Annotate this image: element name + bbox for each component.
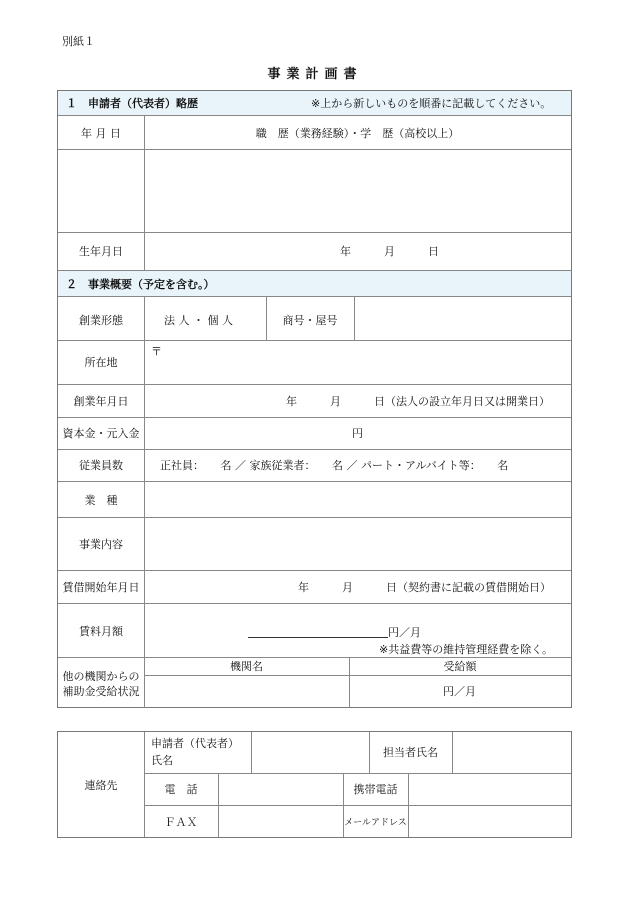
mobile-field[interactable] [409,774,571,805]
birth-date-field[interactable]: 年 月 日 [340,245,439,258]
industry-label: 業 種 [84,494,118,507]
applicant-label-line-1: 申請者（代表者） [151,737,239,750]
lease-start-field[interactable]: 年 月 日（契約書に記載の賃借開始日） [298,581,551,594]
person-in-charge-field[interactable] [453,732,571,773]
subsidy-label-line-1: 他の機関からの [62,670,140,683]
rent-unit: 円／月 [388,626,421,639]
career-entry-cell[interactable] [145,150,571,232]
employees-field[interactable]: 正社員： 名 ／ 家族従業者： 名 ／ パート・アルバイト等： 名 [160,459,509,472]
org-name-field[interactable] [145,676,349,708]
amount-header: 受給額 [443,660,477,673]
industry-field[interactable] [145,482,571,517]
founded-date-label: 創業年月日 [73,395,129,408]
document-title: 事業計画書 [267,67,363,82]
business-form-options[interactable]: 法 人 ・ 個 人 [164,314,233,327]
lease-start-label: 賃借開始年月日 [62,581,140,594]
business-form-label: 創業形態 [79,314,123,327]
capital-label: 資本金・元入金 [62,427,140,440]
rent-amount-line[interactable] [248,637,388,638]
employees-label: 従業員数 [79,459,123,472]
email-field[interactable] [409,806,571,837]
applicant-label-line-2: 氏名 [151,754,173,767]
mobile-label: 携帯電話 [353,783,398,796]
rent-note: ※共益費等の維持管理経費を除く。 [379,643,553,656]
career-date-cell[interactable] [58,150,144,232]
birth-date-label: 生年月日 [79,245,123,258]
business-plan-form [57,90,572,708]
person-in-charge-label: 担当者氏名 [383,746,438,759]
founded-date-field[interactable]: 年 月 日（法人の設立年月日又は開業日） [286,395,550,408]
attachment-label: 別紙１ [62,35,95,48]
org-name-header: 機関名 [230,660,263,673]
trade-name-field[interactable] [355,297,571,340]
capital-field[interactable]: 円 [352,427,363,440]
business-content-field[interactable] [145,518,571,570]
contact-table [57,731,572,838]
section-1-note: ※上から新しいものを順番に記載してください。 [311,97,552,110]
applicant-name-field[interactable] [252,732,369,773]
email-label: メールアドレス [344,818,407,828]
tel-label: 電 話 [164,783,198,796]
tel-field[interactable] [219,774,343,805]
fax-label: ＦＡＸ [164,816,198,829]
address-field[interactable] [145,341,571,384]
business-content-label: 事業内容 [79,538,123,551]
amount-unit[interactable]: 円／月 [443,685,476,698]
section-2-heading: ２ 事業概要（予定を含む。） [66,278,215,291]
postal-mark: 〒 [151,345,162,358]
section-1-heading: １ 申請者（代表者）略歴 [66,97,198,110]
col-date-header: 年 月 日 [81,127,121,140]
fax-field[interactable] [219,806,343,837]
subsidy-label-line-2: 補助金受給状況 [62,685,140,698]
address-label: 所在地 [84,356,118,369]
contact-label: 連絡先 [84,779,118,792]
col-career-header: 職 歴（業務経験）・学 歴（高校以上） [255,127,460,140]
rent-label: 賃料月額 [79,625,123,638]
trade-name-label: 商号・屋号 [282,314,338,327]
